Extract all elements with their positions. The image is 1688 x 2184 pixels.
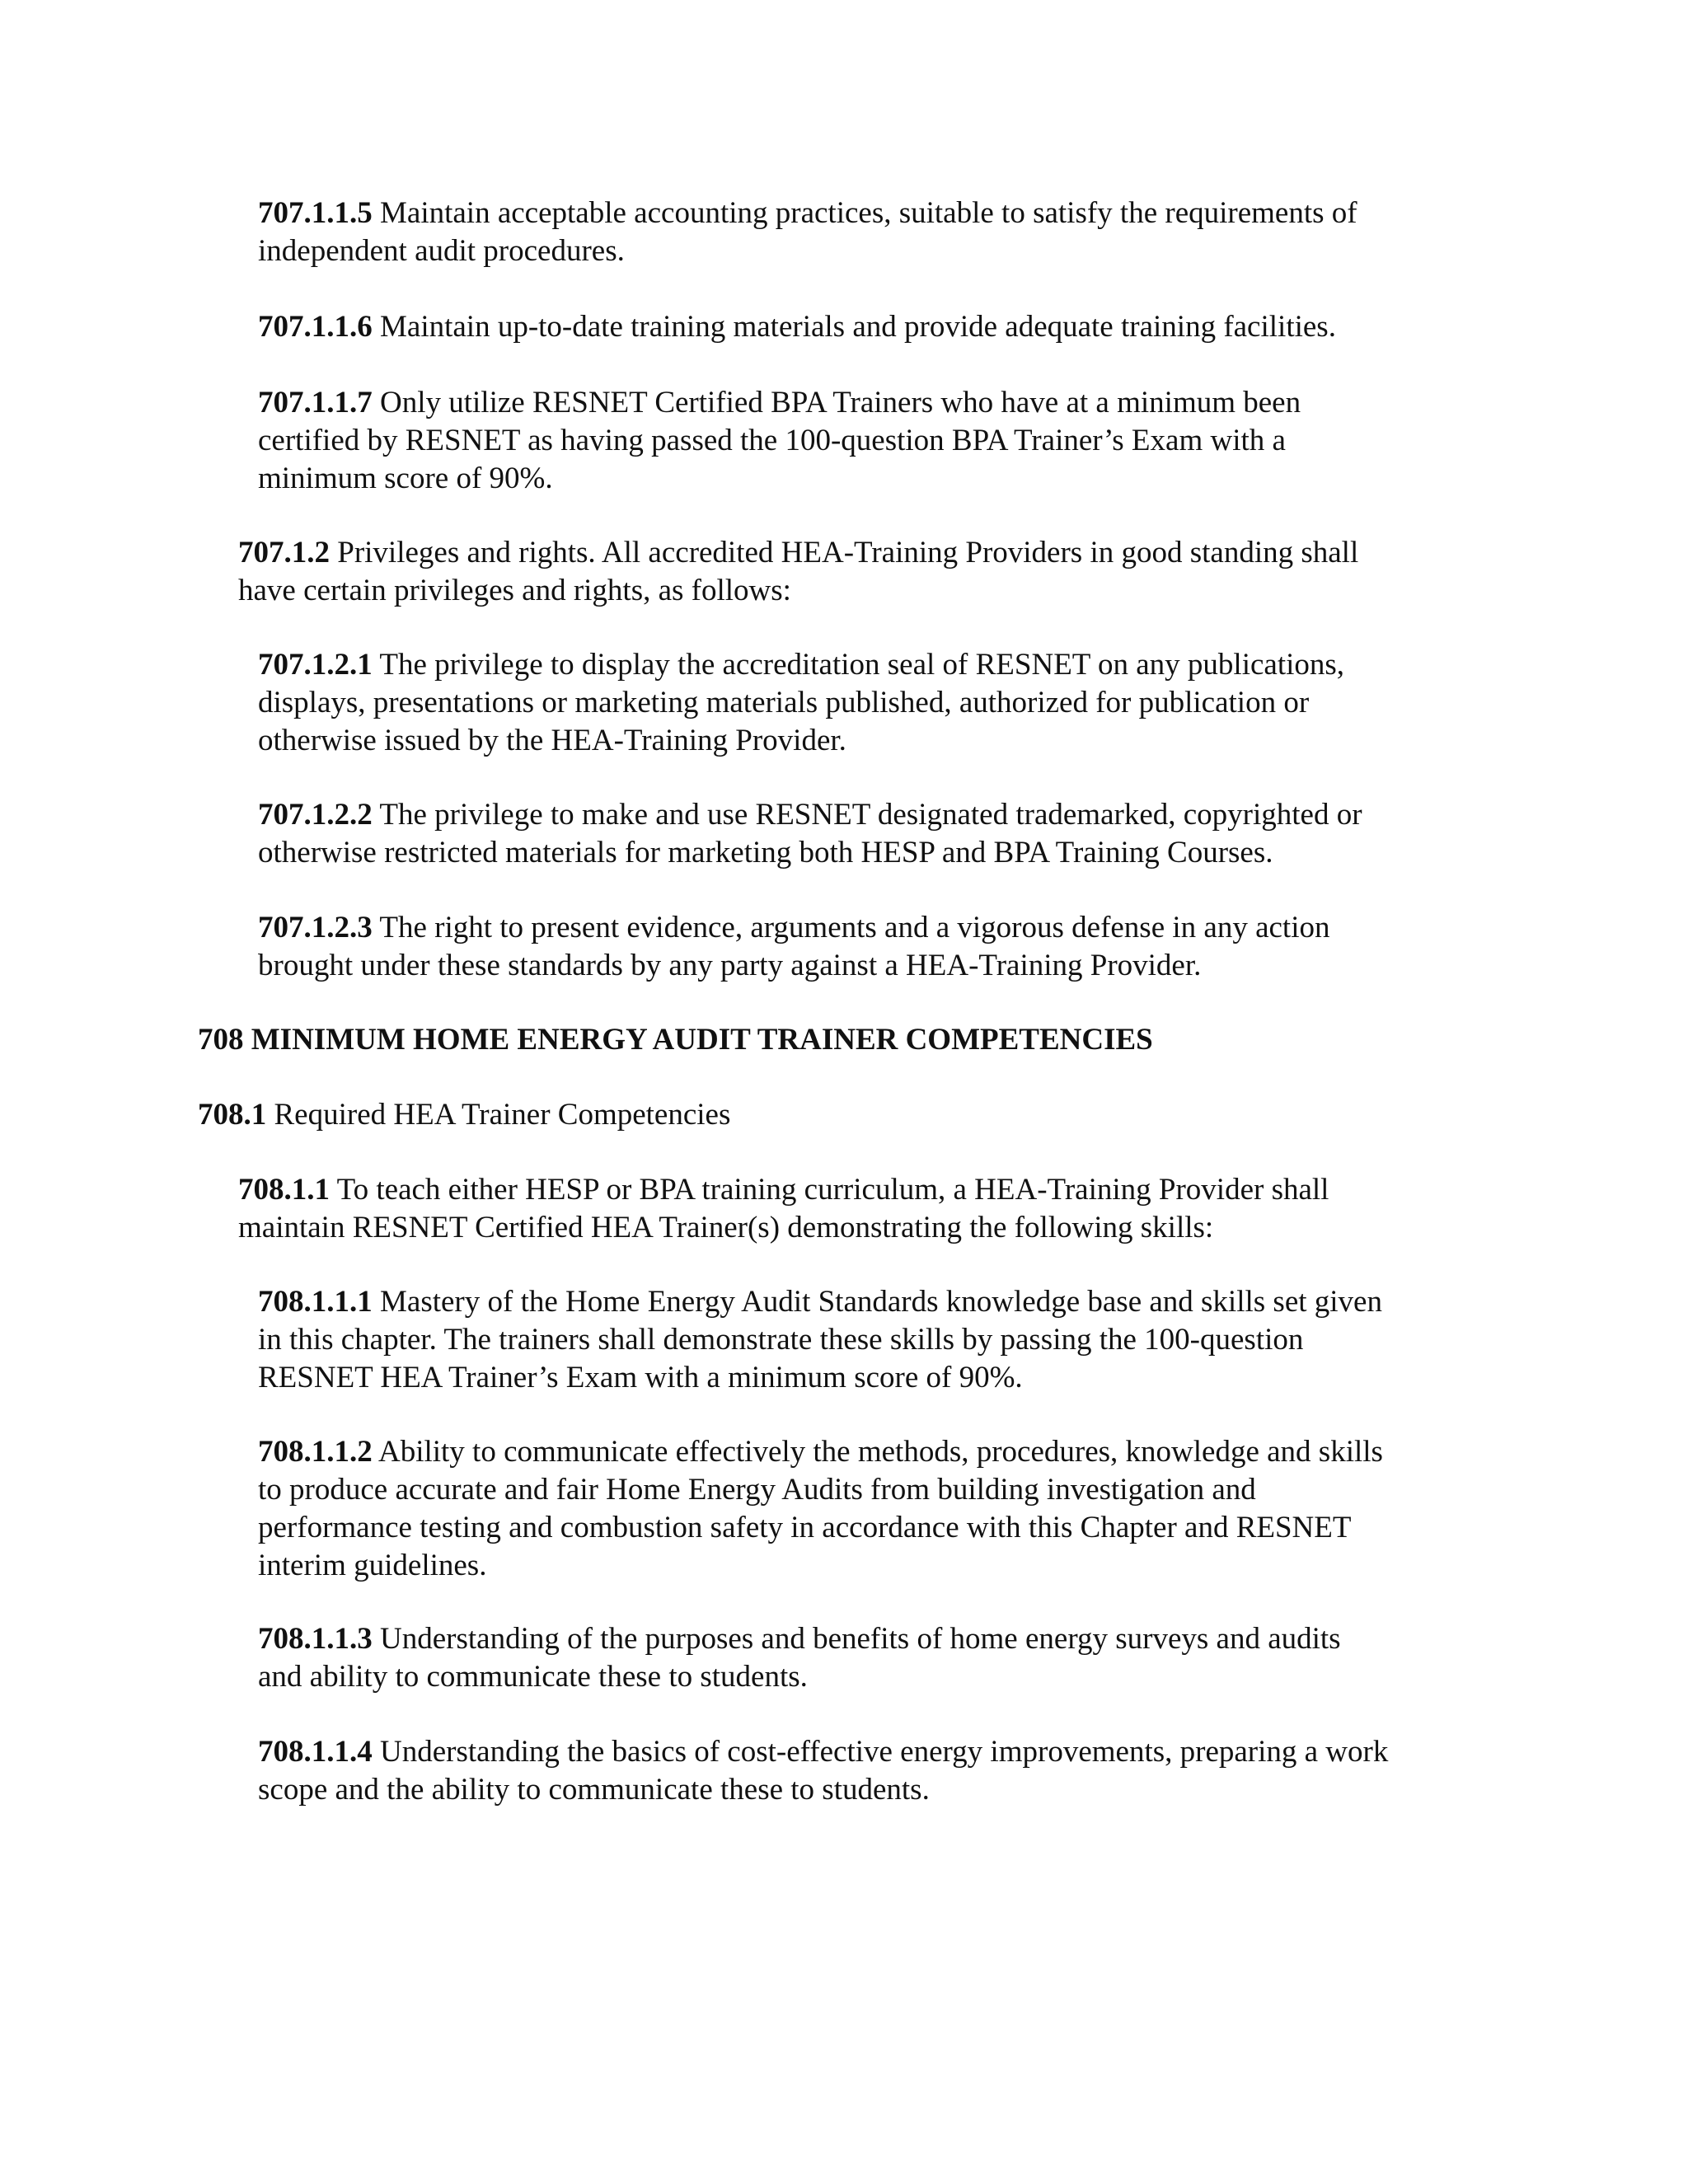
paragraph-708-1 xyxy=(198,1096,1517,1134)
paragraph-line: The privilege to make and use RESNET designated trademarked, copyrighted or xyxy=(379,798,1362,832)
paragraph-707-1-2-3 xyxy=(258,909,1515,985)
section-number: 707.1.1.7 xyxy=(258,386,373,419)
paragraph-line: independent audit procedures. xyxy=(258,234,625,268)
section-title: MINIMUM HOME ENERGY AUDIT TRAINER COMPETENCIES xyxy=(251,1023,1153,1057)
paragraph-line: otherwise restricted materials for marketing both HESP and BPA Training Courses. xyxy=(258,836,1273,869)
paragraph-708-1-1-2 xyxy=(258,1433,1515,1585)
paragraph-line: The right to present evidence, arguments and a vigorous defense in any action xyxy=(379,911,1330,944)
paragraph-707-1-2-2 xyxy=(258,796,1515,872)
paragraph-708-1-1 xyxy=(238,1171,1516,1247)
section-number: 708.1 xyxy=(198,1098,267,1132)
paragraph-line: Privileges and rights. All accredited HEA-Training Providers in good standing shall xyxy=(337,536,1359,569)
paragraph-line: Ability to communicate effectively the methods, procedures, knowledge and skills xyxy=(377,1435,1383,1469)
paragraph-line: RESNET HEA Trainer’s Exam with a minimum score of 90%. xyxy=(258,1361,1023,1394)
paragraph-line: scope and the ability to communicate these to students. xyxy=(258,1773,930,1807)
paragraph-line: in this chapter. The trainers shall demonstrate these skills by passing the 100-question xyxy=(258,1323,1304,1357)
paragraph-708-1-1-4 xyxy=(258,1733,1515,1809)
paragraph-line: Only utilize RESNET Certified BPA Trainers who have at a minimum been xyxy=(380,386,1301,419)
paragraph-line: Mastery of the Home Energy Audit Standards knowledge base and skills set given xyxy=(380,1285,1382,1319)
section-number: 707.1.2.2 xyxy=(258,798,373,832)
paragraph-707-1-2 xyxy=(238,534,1516,610)
paragraph-line: have certain privileges and rights, as follows: xyxy=(238,574,791,607)
paragraph-line: Required HEA Trainer Competencies xyxy=(274,1098,731,1132)
section-number: 707.1.1.6 xyxy=(258,310,373,344)
paragraph-708-1-1-1 xyxy=(258,1283,1515,1397)
section-number: 707.1.1.5 xyxy=(258,196,373,230)
paragraph-line: to produce accurate and fair Home Energy Audits from building investigation and xyxy=(258,1473,1256,1507)
paragraph-708-1-1-3 xyxy=(258,1620,1515,1696)
paragraph-line: brought under these standards by any party against a HEA-Training Provider. xyxy=(258,949,1202,982)
paragraph-line: Understanding the basics of cost-effective energy improvements, preparing a work xyxy=(380,1735,1389,1769)
paragraph-line: Understanding of the purposes and benefits of home energy surveys and audits xyxy=(380,1622,1341,1656)
paragraph-line: Maintain acceptable accounting practices, suitable to satisfy the requirements of xyxy=(380,196,1357,230)
section-number: 708.1.1.2 xyxy=(258,1435,373,1469)
paragraph-707-1-1-6 xyxy=(258,308,1515,346)
paragraph-line: Maintain up-to-date training materials and provide adequate training facilities. xyxy=(380,310,1336,344)
paragraph-line: The privilege to display the accreditation seal of RESNET on any publications, xyxy=(379,648,1345,682)
paragraph-line: and ability to communicate these to students. xyxy=(258,1660,808,1694)
section-number: 707.1.2 xyxy=(238,536,330,569)
paragraph-line: minimum score of 90%. xyxy=(258,462,553,495)
section-number: 707.1.2.1 xyxy=(258,648,373,682)
paragraph-line: otherwise issued by the HEA-Training Provider. xyxy=(258,724,846,757)
section-number: 708.1.1 xyxy=(238,1173,330,1207)
paragraph-line: To teach either HESP or BPA training curriculum, a HEA-Training Provider shall xyxy=(336,1173,1329,1207)
paragraph-707-1-2-1 xyxy=(258,646,1515,760)
paragraph-line: displays, presentations or marketing materials published, authorized for publication or xyxy=(258,686,1310,719)
paragraph-707-1-1-5 xyxy=(258,194,1515,270)
section-number: 707.1.2.3 xyxy=(258,911,373,944)
section-number: 708.1.1.4 xyxy=(258,1735,373,1769)
paragraph-line: interim guidelines. xyxy=(258,1549,487,1582)
paragraph-line: maintain RESNET Certified HEA Trainer(s) demonstrating the following skills: xyxy=(238,1211,1214,1244)
paragraph-707-1-1-7 xyxy=(258,384,1515,498)
section-number: 708.1.1.3 xyxy=(258,1622,373,1656)
paragraph-line: performance testing and combustion safety in accordance with this Chapter and RESNET xyxy=(258,1511,1352,1544)
paragraph-line: certified by RESNET as having passed the 100-question BPA Trainer’s Exam with a xyxy=(258,424,1286,457)
section-heading-708 xyxy=(198,1021,1153,1059)
section-number: 708.1.1.1 xyxy=(258,1285,373,1319)
section-number: 708 xyxy=(198,1023,244,1057)
